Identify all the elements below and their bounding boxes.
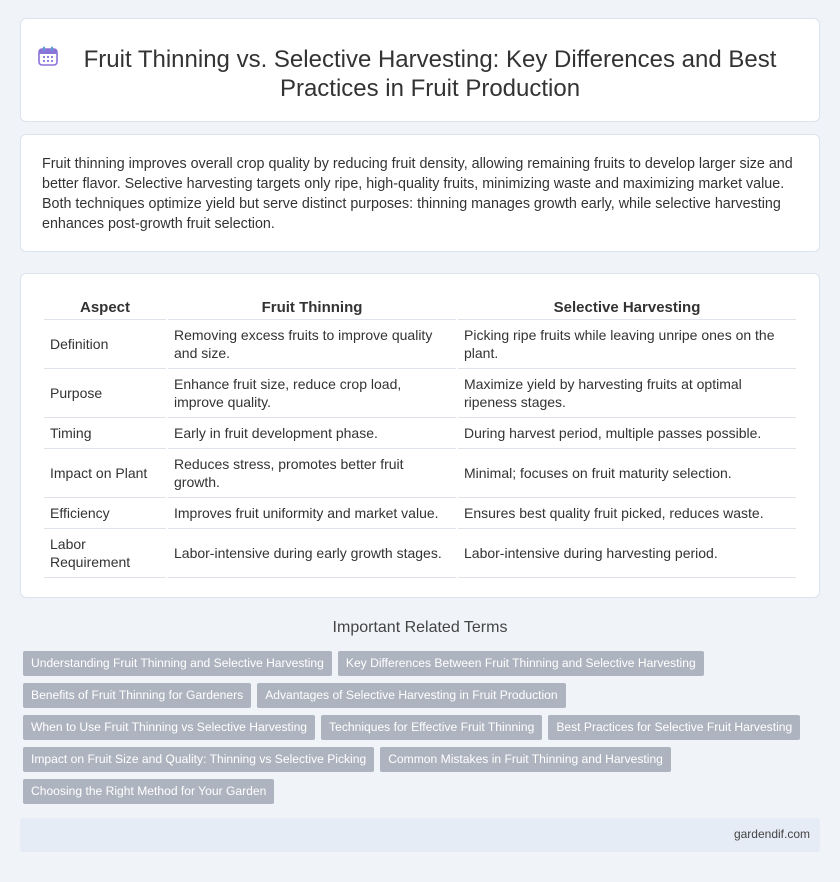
table-cell: Maximize yield by harvesting fruits at optimal ripeness stages.: [458, 369, 796, 418]
column-header-aspect: Aspect: [44, 292, 166, 320]
related-term-tag[interactable]: When to Use Fruit Thinning vs Selective Harvesting: [23, 715, 315, 740]
related-term-tag[interactable]: Understanding Fruit Thinning and Selective Harvesting: [23, 651, 332, 676]
table-row: [44, 320, 796, 369]
table-row: [44, 418, 796, 449]
column-header-selective-harvesting: Selective Harvesting: [458, 292, 796, 320]
table-row: [44, 369, 796, 418]
related-term-tag[interactable]: Benefits of Fruit Thinning for Gardeners: [23, 683, 251, 708]
table-cell: Purpose: [44, 369, 166, 418]
table-cell: Reduces stress, promotes better fruit growth.: [168, 449, 456, 498]
table-cell: Impact on Plant: [44, 449, 166, 498]
table-cell: During harvest period, multiple passes possible.: [458, 418, 796, 449]
table-cell: Removing excess fruits to improve quality and size.: [168, 320, 456, 369]
table-cell: Timing: [44, 418, 166, 449]
table-row: [44, 449, 796, 498]
table-row: [44, 529, 796, 578]
table-cell: Labor Requirement: [44, 529, 166, 578]
table-cell: Ensures best quality fruit picked, reduces waste.: [458, 498, 796, 529]
related-term-tag[interactable]: Common Mistakes in Fruit Thinning and Harvesting: [380, 747, 671, 772]
related-terms-list: [23, 651, 823, 811]
summary-card: [20, 134, 820, 252]
column-header-fruit-thinning: Fruit Thinning: [168, 292, 456, 320]
table-cell: Improves fruit uniformity and market value.: [168, 498, 456, 529]
related-term-tag[interactable]: Best Practices for Selective Fruit Harvesting: [548, 715, 800, 740]
summary-text: Fruit thinning improves overall crop quality by reducing fruit density, allowing remaining fruits to develop larger size and better flavor. Selective harvesting targets only ripe, high-quality fruits, minimizing waste and maximizing market value. Both techniques optimize yield but serve distinct purposes: thinning manages growth early, while selective harvesting enhances post-growth fruit selection.: [42, 156, 793, 232]
related-term-tag[interactable]: Choosing the Right Method for Your Garden: [23, 779, 274, 804]
table-cell: Definition: [44, 320, 166, 369]
related-term-tag[interactable]: Advantages of Selective Harvesting in Fruit Production: [257, 683, 565, 708]
table-cell: Enhance fruit size, reduce crop load, improve quality.: [168, 369, 456, 418]
table-cell: Labor-intensive during early growth stages.: [168, 529, 456, 578]
related-term-tag[interactable]: Key Differences Between Fruit Thinning and Selective Harvesting: [338, 651, 704, 676]
table-cell: Picking ripe fruits while leaving unripe ones on the plant.: [458, 320, 796, 369]
related-term-tag[interactable]: Techniques for Effective Fruit Thinning: [321, 715, 542, 740]
page-title: Fruit Thinning vs. Selective Harvesting: Key Differences and Best Practices in Fruit Production: [83, 46, 777, 102]
comparison-table: [42, 292, 798, 578]
footer: [20, 818, 820, 852]
footer-site-link[interactable]: gardendif.com: [733, 827, 810, 841]
table-cell: Minimal; focuses on fruit maturity selection.: [458, 449, 796, 498]
calendar-icon: [37, 45, 59, 67]
related-terms-title: Important Related Terms: [332, 619, 508, 636]
table-row: [44, 498, 796, 529]
comparison-table-card: [20, 273, 820, 598]
table-cell: Efficiency: [44, 498, 166, 529]
table-cell: Early in fruit development phase.: [168, 418, 456, 449]
related-term-tag[interactable]: Impact on Fruit Size and Quality: Thinning vs Selective Picking: [23, 747, 374, 772]
table-cell: Labor-intensive during harvesting period.: [458, 529, 796, 578]
table-header-row: [44, 292, 796, 320]
header-card: [20, 18, 820, 122]
